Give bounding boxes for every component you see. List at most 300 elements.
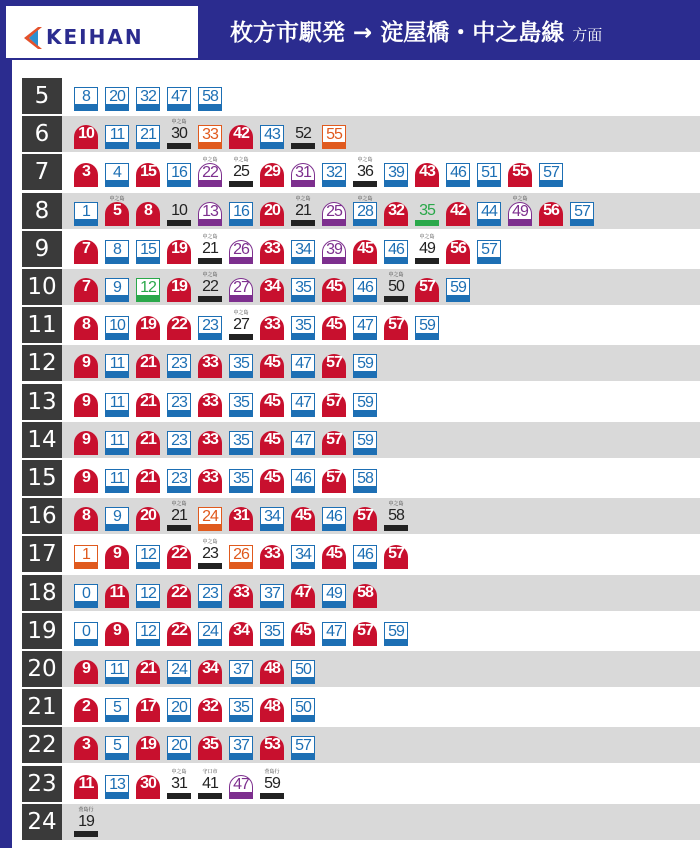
car-info-strip — [74, 220, 98, 226]
departure-minute: 32 — [136, 87, 160, 105]
departure-local — [229, 654, 253, 684]
departure-exp — [198, 769, 222, 799]
departure-local — [353, 539, 377, 569]
departure-ltd — [322, 539, 346, 569]
car-info-strip — [167, 334, 191, 340]
car-info-strip — [167, 640, 191, 646]
car-info-strip — [322, 258, 346, 264]
car-info-strip — [105, 258, 129, 264]
car-info-strip — [105, 563, 129, 569]
departure-minute: 9 — [74, 354, 98, 372]
car-info-strip — [198, 754, 222, 760]
car-info-strip — [353, 372, 377, 378]
car-info-strip — [539, 181, 563, 187]
departure-local — [136, 539, 160, 569]
car-info-strip — [136, 143, 160, 149]
departure-minute: 35 — [229, 431, 253, 449]
car-info-strip — [167, 372, 191, 378]
departure-minute: 28 — [353, 202, 377, 220]
hour-label: 17 — [22, 536, 62, 572]
departure-ltd — [353, 578, 377, 608]
timetable-row — [22, 422, 700, 458]
departure-ltd — [260, 654, 284, 684]
car-info-strip — [74, 602, 98, 608]
car-info-strip — [167, 525, 191, 531]
departure-minute: 32 — [384, 202, 408, 220]
timetable-row — [22, 116, 700, 152]
hour-label: 11 — [22, 307, 62, 343]
departure-minute: 33 — [198, 469, 222, 487]
car-info-strip — [291, 678, 315, 684]
departure-minute: 56 — [539, 202, 563, 220]
car-info-strip — [136, 105, 160, 111]
departure-local — [415, 310, 439, 340]
car-info-strip — [74, 793, 98, 799]
departure-minute: 11 — [105, 354, 129, 372]
departure-ltd — [229, 119, 253, 149]
departure-ltd — [322, 387, 346, 417]
departure-ltd — [198, 730, 222, 760]
car-info-strip — [198, 296, 222, 302]
departure-minute: 35 — [419, 201, 435, 219]
car-info-strip — [384, 334, 408, 340]
hour-label: 21 — [22, 689, 62, 725]
car-info-strip — [136, 602, 160, 608]
car-info-strip — [539, 220, 563, 226]
departure-minute: 48 — [260, 660, 284, 678]
car-info-strip — [353, 640, 377, 646]
departure-local — [105, 425, 129, 455]
departure-local — [136, 616, 160, 646]
departure-minute: 57 — [477, 240, 501, 258]
departure-ltd — [74, 310, 98, 340]
car-info-strip — [353, 296, 377, 302]
departure-local — [260, 616, 284, 646]
hour-label: 20 — [22, 651, 62, 687]
car-info-strip — [74, 831, 98, 837]
departure-rapid — [198, 196, 222, 226]
departure-minute: 46 — [446, 163, 470, 181]
car-info-strip — [198, 793, 222, 799]
departure-ltd — [74, 692, 98, 722]
departure-minute: 21 — [295, 201, 311, 219]
car-info-strip — [105, 181, 129, 187]
sidebar-stripe — [0, 60, 12, 848]
car-info-strip — [198, 640, 222, 646]
departure-minute: 43 — [415, 163, 439, 181]
departure-minute: 59 — [353, 393, 377, 411]
departure-ltd — [136, 310, 160, 340]
car-info-strip — [198, 678, 222, 684]
departure-minute: 24 — [198, 622, 222, 640]
departure-ltd — [260, 272, 284, 302]
departure-minute: 31 — [171, 774, 187, 792]
departure-minute: 55 — [508, 163, 532, 181]
departure-local — [105, 769, 129, 799]
departure-minute: 27 — [229, 278, 253, 296]
car-info-strip — [198, 258, 222, 264]
departure-local — [229, 387, 253, 417]
departure-minute: 59 — [353, 354, 377, 372]
departure-minute: 19 — [167, 278, 191, 296]
departure-minute: 57 — [322, 354, 346, 372]
car-info-strip — [136, 716, 160, 722]
departure-minute: 11 — [105, 431, 129, 449]
departure-local — [353, 196, 377, 226]
departure-local — [136, 578, 160, 608]
departure-ltd — [105, 616, 129, 646]
departure-exp — [415, 234, 439, 264]
car-info-strip — [384, 525, 408, 531]
departure-minute: 47 — [291, 393, 315, 411]
car-info-strip — [477, 220, 501, 226]
car-info-strip — [105, 143, 129, 149]
timetable-row — [22, 613, 700, 649]
car-info-strip — [291, 372, 315, 378]
car-info-strip — [105, 525, 129, 531]
departure-local — [322, 501, 346, 531]
departure-local — [291, 539, 315, 569]
departure-local — [477, 234, 501, 264]
departure-minute: 21 — [136, 431, 160, 449]
departure-exp — [198, 272, 222, 302]
departure-local — [198, 81, 222, 111]
departure-local — [105, 272, 129, 302]
departure-ltd — [136, 196, 160, 226]
departure-minute: 0 — [74, 584, 98, 602]
departure-local — [291, 654, 315, 684]
departure-ltd — [260, 348, 284, 378]
car-info-strip — [477, 258, 501, 264]
departure-minute: 57 — [353, 622, 377, 640]
departure-local — [105, 463, 129, 493]
timetable-row — [22, 498, 700, 534]
departure-minute: 19 — [167, 240, 191, 258]
page-title — [230, 14, 602, 47]
departure-minute: 47 — [291, 584, 315, 602]
departure-minute: 8 — [74, 87, 98, 105]
car-info-strip — [74, 258, 98, 264]
car-info-strip — [74, 105, 98, 111]
departure-local — [105, 310, 129, 340]
car-info-strip — [167, 105, 191, 111]
destination-label: 中之島 — [233, 157, 249, 164]
departure-sexp — [322, 119, 346, 149]
departure-minute: 47 — [291, 431, 315, 449]
departure-ltd — [198, 463, 222, 493]
departure-ltd — [539, 196, 563, 226]
departure-minute: 20 — [260, 202, 284, 220]
car-info-strip — [229, 793, 253, 799]
departure-local — [291, 348, 315, 378]
car-info-strip — [291, 640, 315, 646]
departure-minute: 9 — [105, 545, 129, 563]
car-info-strip — [136, 563, 160, 569]
departure-minute: 57 — [322, 431, 346, 449]
departure-local — [353, 272, 377, 302]
departure-minute: 57 — [291, 736, 315, 754]
car-info-strip — [229, 372, 253, 378]
destination-label: 中之島 — [171, 119, 187, 126]
car-info-strip — [136, 334, 160, 340]
departure-ltd — [353, 616, 377, 646]
car-info-strip — [74, 372, 98, 378]
car-info-strip — [105, 411, 129, 417]
departure-minute: 50 — [388, 278, 404, 295]
departure-rapid — [229, 234, 253, 264]
departure-minute: 35 — [229, 393, 253, 411]
car-info-strip — [260, 143, 284, 149]
car-info-strip — [384, 181, 408, 187]
car-info-strip — [291, 143, 315, 149]
departure-ltd — [260, 463, 284, 493]
car-info-strip — [136, 487, 160, 493]
departure-ltd — [415, 272, 439, 302]
departure-local — [291, 692, 315, 722]
departure-minute: 12 — [136, 545, 160, 563]
departure-minute: 23 — [167, 469, 191, 487]
departure-minute: 23 — [198, 584, 222, 602]
hour-label: 23 — [22, 766, 62, 802]
car-info-strip — [260, 754, 284, 760]
departure-ltd — [384, 196, 408, 226]
departure-ltd — [384, 539, 408, 569]
departure-minute: 25 — [233, 163, 249, 181]
departure-local — [291, 310, 315, 340]
car-info-strip — [291, 334, 315, 340]
destination-label: 守口市 — [202, 768, 218, 775]
car-info-strip — [322, 411, 346, 417]
departure-minute: 45 — [260, 393, 284, 411]
departure-minute: 53 — [260, 736, 284, 754]
departure-local — [260, 578, 284, 608]
departure-minute: 34 — [229, 622, 253, 640]
departure-minute: 59 — [446, 278, 470, 296]
departure-sexp — [229, 539, 253, 569]
car-info-strip — [291, 411, 315, 417]
departure-ltd — [260, 425, 284, 455]
car-info-strip — [260, 793, 284, 799]
departure-minute: 10 — [171, 201, 187, 219]
departure-exp — [167, 119, 191, 149]
departure-local — [291, 387, 315, 417]
car-info-strip — [291, 563, 315, 569]
departure-ltd — [384, 310, 408, 340]
departure-minute: 21 — [136, 393, 160, 411]
car-info-strip — [322, 220, 346, 226]
car-info-strip — [291, 220, 315, 226]
departure-minute: 11 — [105, 584, 129, 602]
departure-minute: 12 — [136, 278, 160, 296]
departure-minute: 45 — [291, 622, 315, 640]
car-info-strip — [322, 372, 346, 378]
departure-ltd — [291, 501, 315, 531]
departure-minute: 52 — [295, 125, 311, 143]
departure-minute: 59 — [264, 774, 280, 792]
departure-ltd — [167, 539, 191, 569]
departure-ltd — [415, 157, 439, 187]
departure-minute: 57 — [322, 469, 346, 487]
departure-minute: 35 — [229, 469, 253, 487]
car-info-strip — [384, 258, 408, 264]
destination-label: 萱島行 — [264, 768, 280, 775]
departure-ltd — [353, 501, 377, 531]
departure-minute: 45 — [260, 469, 284, 487]
car-info-strip — [260, 372, 284, 378]
destination-label: 中之島 — [357, 195, 373, 202]
departure-ltd — [105, 539, 129, 569]
car-info-strip — [229, 525, 253, 531]
car-info-strip — [353, 334, 377, 340]
departure-ltd — [74, 157, 98, 187]
departure-ltd — [136, 387, 160, 417]
car-info-strip — [291, 525, 315, 531]
departure-local — [291, 425, 315, 455]
departure-local — [384, 157, 408, 187]
car-info-strip — [198, 105, 222, 111]
car-info-strip — [260, 678, 284, 684]
departure-minute: 15 — [136, 240, 160, 258]
hour-label: 9 — [22, 231, 62, 267]
departure-local — [477, 157, 501, 187]
departure-minute: 22 — [202, 278, 218, 295]
car-info-strip — [105, 487, 129, 493]
timetable-row — [22, 384, 700, 420]
departure-minute: 5 — [105, 202, 129, 220]
departure-minute: 21 — [136, 125, 160, 143]
car-info-strip — [74, 181, 98, 187]
departure-ltd — [198, 387, 222, 417]
departure-exp — [167, 769, 191, 799]
departure-minute: 39 — [322, 240, 346, 258]
car-info-strip — [570, 220, 594, 226]
departure-ltd — [136, 348, 160, 378]
departure-minute: 9 — [74, 393, 98, 411]
departure-ltd — [446, 234, 470, 264]
car-info-strip — [322, 563, 346, 569]
departure-local — [353, 463, 377, 493]
hour-label: 6 — [22, 116, 62, 152]
departure-local — [260, 119, 284, 149]
departure-minute: 17 — [136, 698, 160, 716]
departure-localg — [136, 272, 160, 302]
departure-minute: 49 — [419, 239, 435, 257]
departure-minute: 9 — [105, 278, 129, 296]
departure-minute: 34 — [260, 278, 284, 296]
car-info-strip — [322, 640, 346, 646]
departure-minute: 9 — [74, 431, 98, 449]
departure-minute: 55 — [322, 125, 346, 143]
departure-minute: 58 — [353, 584, 377, 602]
destination-label: 中之島 — [295, 195, 311, 202]
departure-local — [229, 425, 253, 455]
departure-minute: 31 — [291, 163, 315, 181]
departure-ltd — [74, 272, 98, 302]
departure-minute: 33 — [198, 125, 222, 143]
departure-ltd — [322, 463, 346, 493]
car-info-strip — [229, 258, 253, 264]
timetable-row — [22, 231, 700, 267]
departure-ltd — [260, 157, 284, 187]
departure-ltd — [198, 654, 222, 684]
destination-label: 中之島 — [357, 157, 373, 164]
hour-label: 8 — [22, 193, 62, 229]
departure-ltd — [260, 310, 284, 340]
departure-exp — [198, 234, 222, 264]
departure-local — [167, 425, 191, 455]
departure-local — [198, 578, 222, 608]
departure-local — [167, 81, 191, 111]
departure-local — [446, 157, 470, 187]
departure-minute: 37 — [229, 660, 253, 678]
car-info-strip — [260, 716, 284, 722]
departure-ltd — [136, 463, 160, 493]
departure-ltd — [74, 387, 98, 417]
departure-local — [477, 196, 501, 226]
departure-minute: 13 — [105, 775, 129, 793]
hour-label: 7 — [22, 154, 62, 190]
departure-minute: 59 — [415, 316, 439, 334]
car-info-strip — [74, 678, 98, 684]
car-info-strip — [508, 220, 532, 226]
departure-ltd — [167, 310, 191, 340]
departure-local — [229, 196, 253, 226]
departure-minute: 3 — [74, 163, 98, 181]
car-info-strip — [74, 525, 98, 531]
departure-ltd — [322, 310, 346, 340]
departure-minute: 11 — [105, 469, 129, 487]
departure-ltd — [229, 616, 253, 646]
departure-minute: 45 — [322, 545, 346, 563]
car-info-strip — [74, 716, 98, 722]
timetable-row — [22, 536, 700, 572]
hour-label: 10 — [22, 269, 62, 305]
car-info-strip — [167, 449, 191, 455]
destination-label: 中之島 — [202, 233, 218, 240]
departure-minute: 21 — [136, 660, 160, 678]
departure-minute: 58 — [353, 469, 377, 487]
departure-local — [446, 272, 470, 302]
departure-ltd — [136, 654, 160, 684]
departure-ltd — [105, 578, 129, 608]
departure-local — [105, 692, 129, 722]
departure-minute: 26 — [229, 240, 253, 258]
car-info-strip — [353, 563, 377, 569]
car-info-strip — [508, 181, 532, 187]
timetable-row — [22, 154, 700, 190]
departure-minute: 59 — [353, 431, 377, 449]
departure-minute: 56 — [446, 240, 470, 258]
departure-minute: 32 — [198, 698, 222, 716]
departure-minute: 23 — [202, 545, 218, 563]
departure-minute: 7 — [74, 278, 98, 296]
car-info-strip — [136, 449, 160, 455]
keihan-logo-icon — [24, 27, 42, 49]
departure-ltd — [167, 272, 191, 302]
destination-label: 中之島 — [171, 768, 187, 775]
departure-local — [136, 81, 160, 111]
car-info-strip — [322, 334, 346, 340]
destination-label: 中之島 — [233, 310, 249, 317]
departure-ltd — [260, 234, 284, 264]
car-info-strip — [74, 449, 98, 455]
departure-local — [198, 310, 222, 340]
departure-exp — [198, 539, 222, 569]
car-info-strip — [229, 143, 253, 149]
departure-minute: 33 — [198, 431, 222, 449]
car-info-strip — [322, 296, 346, 302]
departure-ltd — [260, 692, 284, 722]
